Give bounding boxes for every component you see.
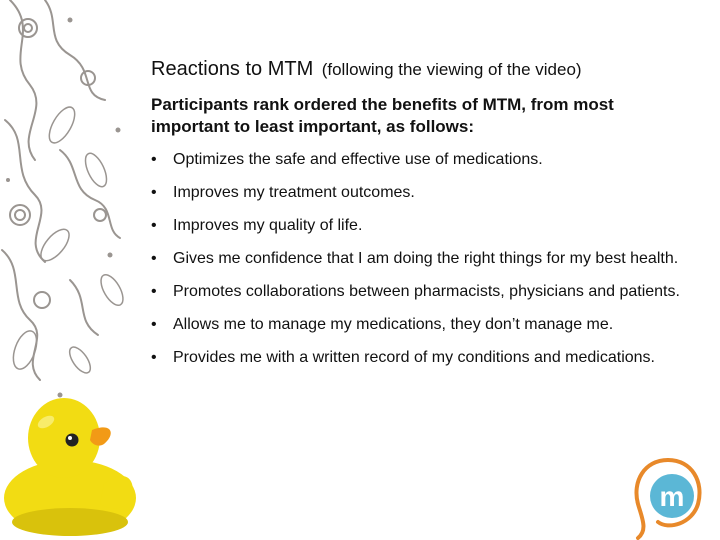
bullet-icon: • [151, 151, 157, 168]
benefits-list [151, 149, 691, 369]
intro-text: Participants rank ordered the benefits of MTM, from most important to least important, as follows: [151, 95, 614, 136]
list-item [151, 149, 691, 171]
benefit-text: Improves my quality of life. [173, 217, 363, 234]
title-main: Reactions to MTM [151, 58, 314, 80]
bullet-icon: • [151, 283, 157, 300]
bullet-icon: • [151, 316, 157, 333]
benefit-text: Improves my treatment outcomes. [173, 184, 415, 201]
swirl-ornament [0, 0, 135, 420]
slide-content [151, 55, 691, 380]
list-item [151, 215, 691, 237]
benefit-text: Promotes collaborations between pharmacists, physicians and patients. [173, 283, 680, 300]
benefit-text: Provides me with a written record of my conditions and medications. [173, 349, 655, 366]
benefit-text: Gives me confidence that I am doing the right things for my best health. [173, 250, 679, 267]
logo-letter: m [659, 481, 685, 512]
bullet-icon: • [151, 349, 157, 366]
title-subtitle: (following the viewing of the video) [321, 60, 582, 79]
rubber-duck-icon [0, 372, 140, 540]
list-item [151, 182, 691, 204]
benefit-text: Allows me to manage my medications, they don’t manage me. [173, 316, 614, 333]
bullet-icon: • [151, 184, 157, 201]
benefit-text: Optimizes the safe and effective use of medications. [173, 151, 543, 168]
list-item [151, 281, 691, 303]
bullet-icon: • [151, 217, 157, 234]
list-item [151, 347, 691, 369]
slide-title [151, 55, 691, 85]
bullet-icon: • [151, 250, 157, 267]
list-item [151, 314, 691, 336]
list-item [151, 248, 691, 270]
m-logo-icon [628, 452, 708, 540]
